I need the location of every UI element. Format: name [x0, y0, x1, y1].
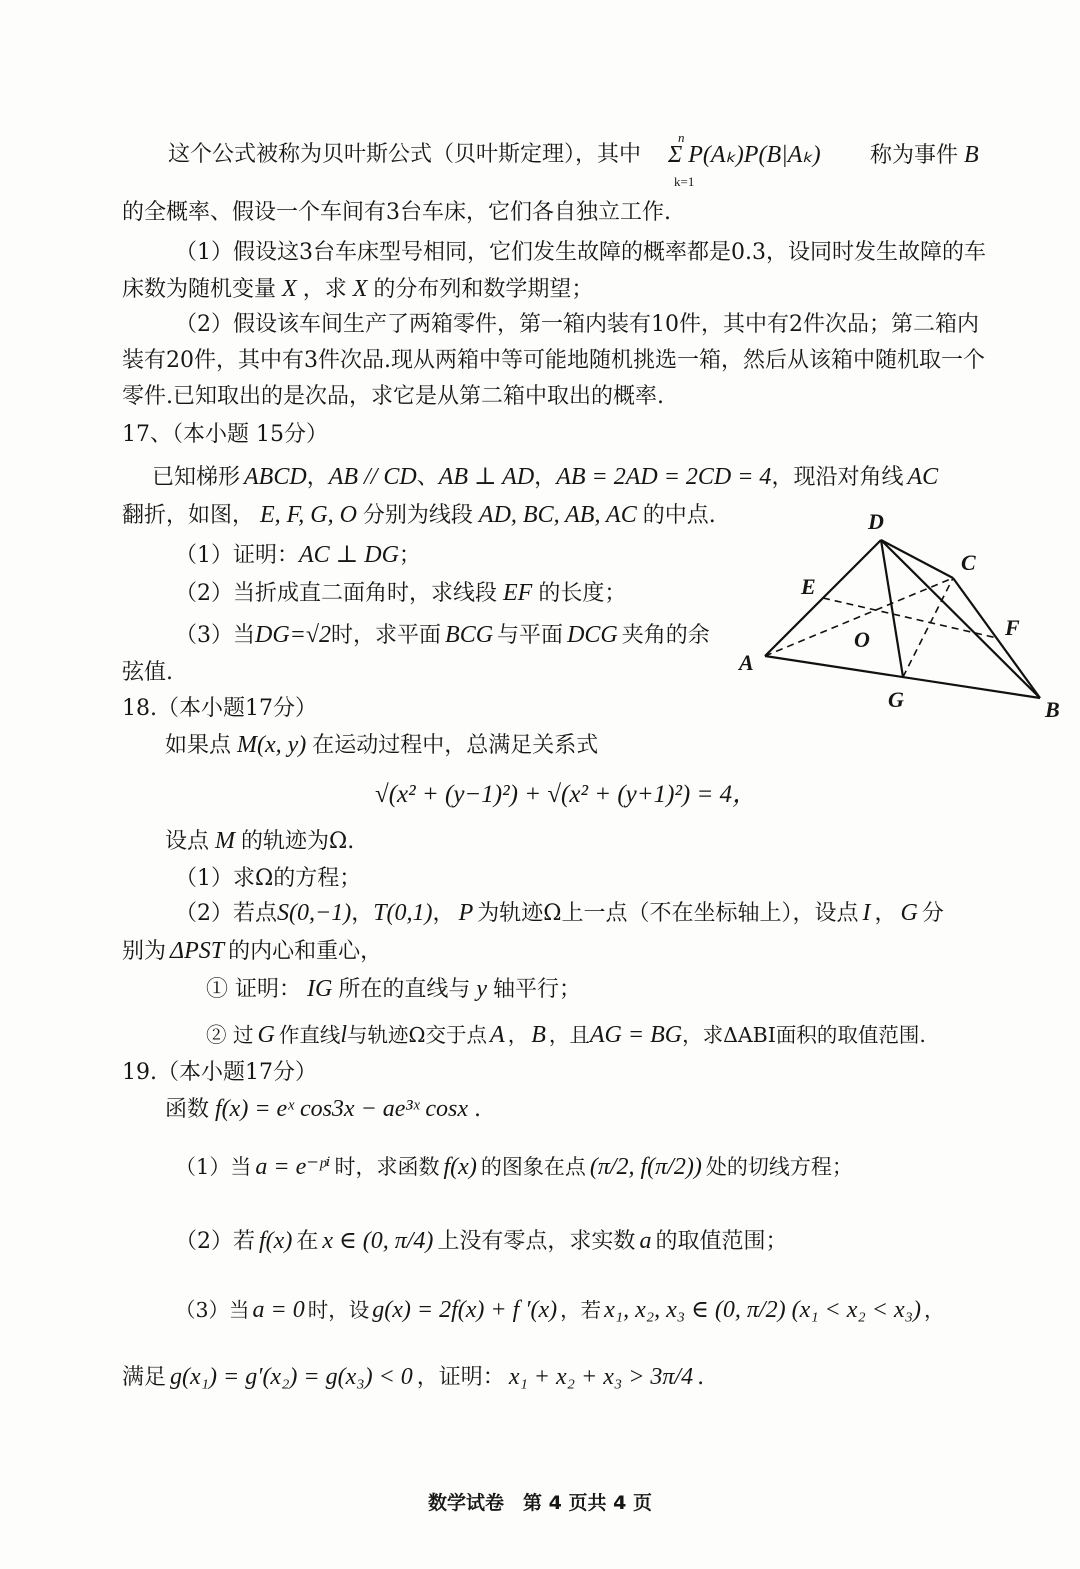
vertex-label-d: D: [868, 509, 884, 534]
line-06: 装有20件，其中有3件次品.现从两箱中等可能地随机挑选一箱，然后从该箱中随机取一个: [122, 348, 985, 373]
ellipse-equation: √(x² + (y−1)²) + √(x² + (y+1)²) = 4，: [375, 781, 758, 808]
line-25: 函数 f(x) = eˣ cos3x − ae³ˣ cosx .: [165, 1096, 482, 1122]
line-03: （1）假设这3台车床型号相同，它们发生故障的概率都是0.3，设同时发生故障的车: [175, 240, 986, 265]
line-28: （3）当 a = 0 时，设 g(x) = 2f(x) + f ′(x) ，若 x₁, x₂, x₃ ∈ (0, π/2) (x₁ < x₂ < x₃) ，: [175, 1297, 945, 1323]
line-05: （2）假设该车间生产了两箱零件，第一箱内装有10件，其中有2件次品；第二箱内: [175, 312, 979, 337]
sum-upper: n: [678, 130, 685, 145]
line-11: （1）证明：AC ⊥ DG；: [175, 542, 421, 568]
edge-gc: [903, 578, 953, 677]
problem-18-heading: 18.（本小题17分）: [122, 696, 317, 721]
line-01b: 称为事件 B: [870, 142, 979, 168]
problem-17-heading: 17、（本小题 15分）: [122, 422, 328, 447]
problem-19-heading: 19.（本小题17分）: [122, 1060, 317, 1085]
sum-lower: k=1: [674, 174, 695, 189]
line-29: 满足 g(x₁) = g′(x₂) = g(x₃) < 0 ，证明： x₁ + x₂ + x₃ > 3π/4 .: [122, 1364, 705, 1390]
vertex-label-b: B: [1045, 697, 1060, 722]
line-16: 如果点 M(x, y) 在运动过程中，总满足关系式: [165, 732, 599, 758]
line-21: 别为 ΔPST 的内心和重心，: [122, 938, 383, 964]
line-10: 翻折，如图， E, F, G, O 分别为线段 AD, BC, AB, AC 的中点.: [122, 502, 716, 528]
geometry-figure: [735, 500, 1075, 730]
line-13: （3）当DG=√2时，求平面 BCG 与平面 DCG 夹角的余: [175, 622, 710, 648]
line-09: 已知梯形 ABCD，AB // CD、AB ⊥ AD，AB = 2AD = 2CD = 4，现沿对角线 AC: [152, 464, 939, 490]
edge-dc: [881, 540, 953, 578]
line-26: （1）当 a = e⁻ᵖⁱ 时，求函数 f(x) 的图象在点 (π/2, f(π/2)) 处的切线方程；: [175, 1154, 853, 1180]
line-14: 弦值.: [122, 660, 173, 685]
page-footer: 数学试卷 第 4 页共 4 页: [428, 1492, 652, 1514]
line-01: 这个公式被称为贝叶斯公式（贝叶斯定理），其中: [168, 142, 642, 167]
vertex-label-c: C: [961, 550, 976, 575]
vertex-label-g: G: [888, 687, 904, 712]
vertex-label-o: O: [854, 627, 870, 652]
line-04: 床数为随机变量 X ，求 X 的分布列和数学期望；: [122, 276, 594, 302]
vertex-label-a: A: [739, 650, 754, 675]
line-22: ① 证明： IG 所在的直线与 y 轴平行；: [206, 976, 582, 1002]
figure-svg: [735, 500, 1075, 730]
line-23: ② 过 G 作直线l与轨迹Ω交于点 A ， B ，且AG = BG，求ΔABI面积的取值范围.: [206, 1022, 926, 1048]
sum-expr: Σ P(Aₖ)P(B|Aₖ): [668, 142, 821, 168]
line-20: （2）若点S(0,−1)，T(0,1)， P 为轨迹Ω上一点（不在坐标轴上），设点 I ， G 分: [175, 900, 944, 926]
vertex-label-e: E: [801, 574, 816, 599]
line-07: 零件.已知取出的是次品，求它是从第二箱中取出的概率.: [122, 384, 664, 409]
edge-cb: [953, 578, 1040, 698]
line-19: （1）求Ω的方程；: [175, 866, 362, 891]
line-12: （2）当折成直二面角时，求线段 EF 的长度；: [175, 580, 627, 606]
line-18: 设点 M 的轨迹为Ω.: [165, 828, 355, 854]
line-27: （2）若 f(x) 在 x ∈ (0, π/4) 上没有零点，求实数 a 的取值范围；: [175, 1228, 788, 1254]
vertex-label-f: F: [1005, 615, 1020, 640]
line-02: 的全概率、假设一个车间有3台车床，它们各自独立工作.: [122, 200, 671, 225]
edge-dg: [881, 540, 903, 677]
